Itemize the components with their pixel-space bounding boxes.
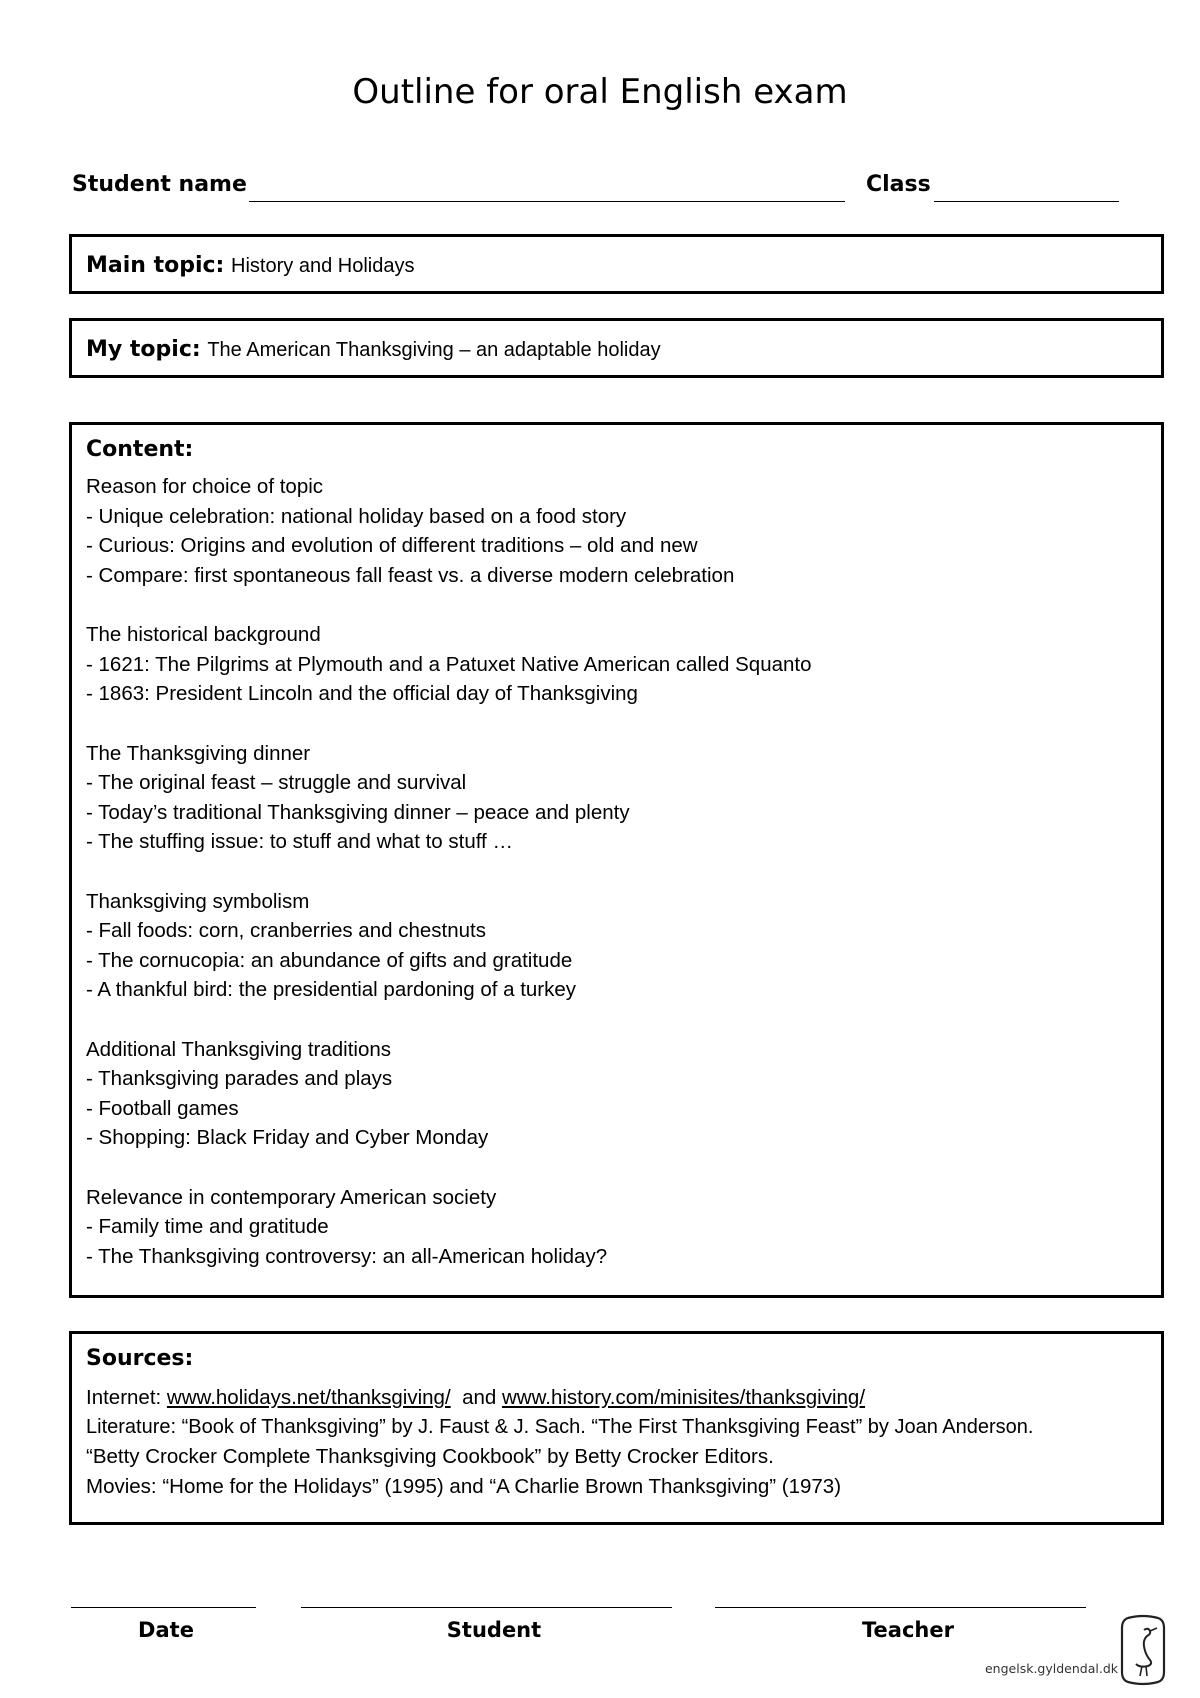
sources-literature-line: Literature: “Book of Thanksgiving” by J. Faust & J. Sach. “The First Thanksgiving Feast” by Joan Anderson.	[86, 1415, 1034, 1438]
section-item: - 1621: The Pilgrims at Plymouth and a Patuxet Native American called Squanto	[86, 652, 812, 676]
internet-prefix: Internet:	[86, 1386, 167, 1409]
content-box	[69, 422, 1164, 1298]
section-title: The historical background	[86, 623, 321, 646]
my-topic-box	[69, 318, 1164, 378]
main-topic-box	[69, 234, 1164, 294]
section-item: - The original feast – struggle and survival	[86, 771, 467, 794]
history-link[interactable]: www.history.com/minisites/thanksgiving/	[501, 1386, 866, 1409]
content-section	[86, 739, 1147, 857]
section-item: - Compare: first spontaneous fall feast vs. a diverse modern celebration	[86, 563, 735, 587]
sources-heading: Sources:	[86, 1346, 194, 1371]
section-item: - Football games	[86, 1096, 239, 1120]
holidays-link[interactable]: www.holidays.net/thanksgiving/	[166, 1386, 451, 1409]
date-signature-line[interactable]	[71, 1607, 256, 1608]
section-item: - Unique celebration: national holiday based on a food story	[86, 504, 627, 528]
sources-literature-line-2: “Betty Crocker Complete Thanksgiving Cookbook” by Betty Crocker Editors.	[86, 1445, 774, 1468]
sources-box	[69, 1331, 1164, 1525]
my-topic-value: The American Thanksgiving – an adaptable holiday	[207, 339, 661, 361]
content-section	[86, 887, 1147, 1005]
section-item: - Shopping: Black Friday and Cyber Monday	[86, 1126, 489, 1149]
student-signature-line[interactable]	[301, 1607, 672, 1608]
student-name-field[interactable]	[249, 201, 845, 202]
section-item: - Fall foods: corn, cranberries and chestnuts	[86, 919, 486, 942]
section-item: - Thanksgiving parades and plays	[86, 1067, 393, 1090]
document-title: Outline for oral English exam	[352, 72, 848, 112]
student-name-label: Student name	[72, 172, 247, 197]
section-title: The Thanksgiving dinner	[86, 741, 311, 765]
my-topic-label: My topic:	[86, 337, 201, 362]
section-title: Additional Thanksgiving traditions	[86, 1037, 392, 1061]
section-title: Reason for choice of topic	[86, 475, 324, 498]
student-row	[72, 172, 1122, 206]
content-section	[86, 1183, 1147, 1272]
section-item: - The Thanksgiving controversy: an all-American holiday?	[86, 1244, 608, 1268]
content-heading: Content:	[86, 437, 194, 462]
date-label: Date	[138, 1618, 194, 1642]
section-item: - The cornucopia: an abundance of gifts and gratitude	[86, 948, 573, 972]
class-field[interactable]	[934, 201, 1119, 202]
section-item: - Family time and gratitude	[86, 1215, 329, 1238]
class-label: Class	[866, 172, 931, 197]
section-title: Thanksgiving symbolism	[86, 889, 310, 913]
heron-logo-icon	[1120, 1614, 1166, 1686]
footer-site: engelsk.gyldendal.dk	[984, 1661, 1118, 1676]
content-section	[86, 620, 1147, 709]
teacher-label: Teacher	[862, 1618, 954, 1642]
section-item: - 1863: President Lincoln and the official day of Thanksgiving	[86, 682, 638, 705]
section-item: - Today’s traditional Thanksgiving dinner – peace and plenty	[86, 800, 630, 824]
section-title: Relevance in contemporary American society	[86, 1185, 497, 1209]
teacher-signature-line[interactable]	[715, 1607, 1086, 1608]
section-item: - The stuffing issue: to stuff and what to stuff …	[86, 830, 513, 853]
and-text: and	[450, 1386, 502, 1409]
sources-movies-line: Movies: “Home for the Holidays” (1995) and “A Charlie Brown Thanksgiving” (1973)	[86, 1474, 842, 1498]
main-topic-label: Main topic:	[86, 253, 225, 278]
student-label: Student	[446, 1618, 542, 1642]
section-item: - Curious: Origins and evolution of different traditions – old and new	[86, 534, 698, 557]
section-item: - A thankful bird: the presidential pardoning of a turkey	[86, 978, 577, 1001]
main-topic-value: History and Holidays	[231, 255, 415, 277]
content-section	[86, 1035, 1147, 1153]
sources-internet-line	[86, 1383, 1147, 1413]
content-section	[86, 472, 1147, 590]
